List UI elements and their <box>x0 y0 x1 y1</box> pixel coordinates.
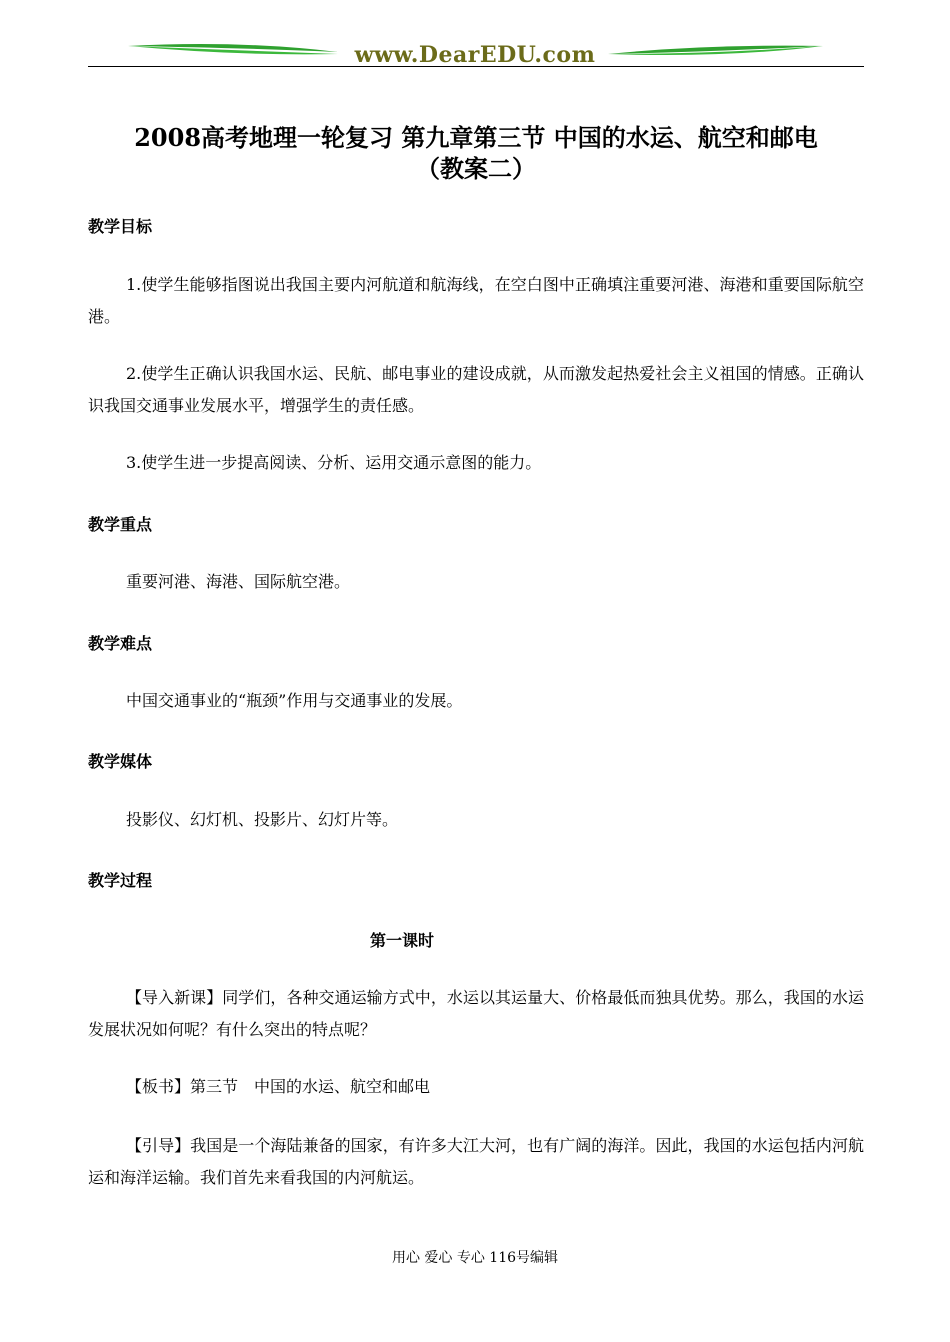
lesson-title: 第一课时 <box>369 931 434 950</box>
key-points-heading: 教学重点 <box>88 515 153 534</box>
objective-item: 3.使学生进一步提高阅读、分析、运用交通示意图的能力。 <box>126 453 542 472</box>
document-title: 2008高考地理一轮复习 第九章第三节 中国的水运、航空和邮电 <box>134 123 818 152</box>
process-paragraph: 【板书】第三节 中国的水运、航空和邮电 <box>126 1077 431 1096</box>
process-heading: 教学过程 <box>88 871 153 890</box>
objectives-heading: 教学目标 <box>88 217 153 236</box>
key-points-text: 重要河港、海港、国际航空港。 <box>126 572 351 591</box>
document-subtitle: （教案二） <box>416 154 536 183</box>
media-heading: 教学媒体 <box>88 752 153 771</box>
difficulties-heading: 教学难点 <box>88 634 153 653</box>
page-footer: 用心 爱心 专心 116号编辑 <box>391 1250 559 1266</box>
media-text: 投影仪、幻灯机、投影片、幻灯片等。 <box>126 810 399 829</box>
process-paragraph: 【导入新课】同学们，各种交通运输方式中，水运以其运量大、价格最低而独具优势。那么，我国的水运发展状况如何呢？有什么突出的特点呢？ <box>88 988 864 1039</box>
objective-item: 2.使学生正确认识我国水运、民航、邮电事业的建设成就，从而激发起热爱社会主义祖国的情感。正确认识我国交通事业发展水平，增强学生的责任感。 <box>88 364 864 415</box>
difficulties-text: 中国交通事业的“瓶颈”作用与交通事业的发展。 <box>126 691 463 710</box>
objective-item: 1.使学生能够指图说出我国主要内河航道和航海线，在空白图中正确填注重要河港、海港和重要国际航空港。 <box>88 275 864 326</box>
site-url: www.DearEDU.com <box>354 42 596 68</box>
process-paragraph: 【引导】我国是一个海陆兼备的国家，有许多大江大河，也有广阔的海洋。因此，我国的水运包括内河航运和海洋运输。我们首先来看我国的内河航运。 <box>88 1136 864 1187</box>
header-divider <box>88 66 864 67</box>
